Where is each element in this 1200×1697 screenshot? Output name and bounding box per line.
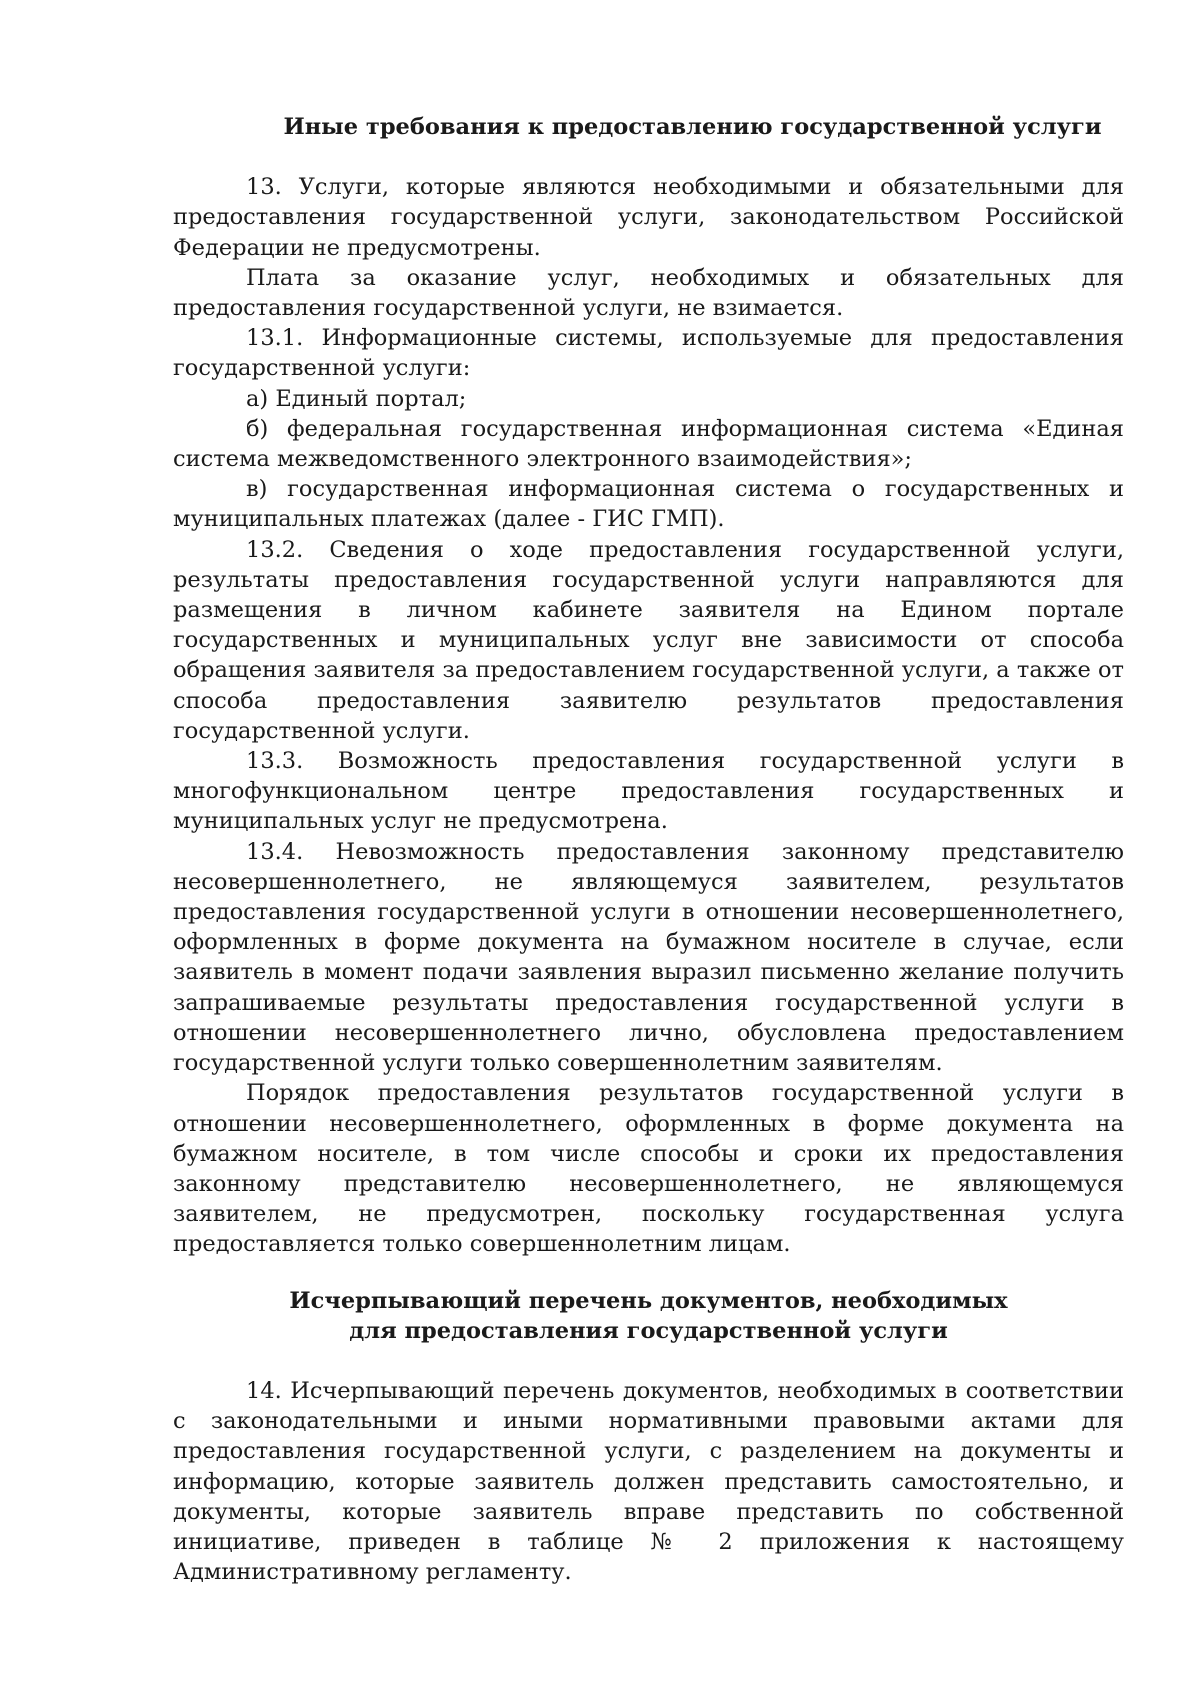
section-other-requirements	[173, 172, 1124, 1259]
paragraph-13-4: 13.4. Невозможность предоставления законному представителю несовершеннолетнего, не являющемуся заявителем, результатов предоставления государственной услуги в отношении несовершеннолетнего, оформленных в форме документа на бумажном носителе в случае, если заявитель в момент подачи заявления выразил письменно желание получить запрашиваемые результаты предоставления государственной услуги в отношении несовершеннолетнего лично, обусловлена предоставлением государственной услуги только совершеннолетним заявителям.	[173, 838, 1124, 1077]
list-item-a: а) Единый портал;	[246, 385, 467, 412]
paragraph-13-1: 13.1. Информационные системы, используемые для предоставления государственной услуги:	[173, 325, 1124, 382]
paragraph-order: Порядок предоставления результатов государственной услуги в отношении несовершеннолетнего, оформленных в форме документа на бумажном носителе, в том числе способы и сроки их предоставления законному представителю несовершеннолетнего, не являющемуся заявителем, не предусмотрен, поскольку государственная услуга предоставляется только совершеннолетним лицам.	[173, 1080, 1124, 1258]
paragraph-14: 14. Исчерпывающий перечень документов, необходимых в соответствии с законодательными и иными нормативными правовыми актами для предоставления государственной услуги, с разделением на документы и информацию, которые заявитель должен представить самостоятельно, и документы, которые заявитель вправе представить по собственной инициативе, приведен в таблице № 2 приложения к настоящему Административному регламенту.	[173, 1377, 1124, 1586]
paragraph-13-3: 13.3. Возможность предоставления государственной услуги в многофункциональном центре предоставления государственных и муниципальных услуг не предусмотрена.	[173, 748, 1124, 835]
document-page	[173, 112, 1124, 1587]
section-heading-documents-list	[173, 1286, 1124, 1346]
heading-line-2: для предоставления государственной услуги	[349, 1317, 948, 1344]
section-heading-other-requirements: Иные требования к предоставлению государственной услуги	[283, 114, 1102, 140]
section-documents-list	[173, 1376, 1124, 1587]
paragraph-fee: Плата за оказание услуг, необходимых и обязательных для предоставления государственной услуги, не взимается.	[173, 264, 1124, 322]
heading-line-1: Исчерпывающий перечень документов, необходимых	[289, 1287, 1008, 1314]
list-item-v: в) государственная информационная система о государственных и муниципальных платежах (далее - ГИС ГМП).	[173, 476, 1124, 533]
list-item-b: б) федеральная государственная информационная система «Единая система межведомственного электронного взаимодействия»;	[173, 415, 1124, 473]
paragraph-13: 13. Услуги, которые являются необходимыми и обязательными для предоставления государственной услуги, законодательством Российской Федерации не предусмотрены.	[173, 174, 1124, 261]
paragraph-13-2: 13.2. Сведения о ходе предоставления государственной услуги, результаты предоставления государственной услуги направляются для размещения в личном кабинете заявителя на Едином портале государственных и муниципальных услуг вне зависимости от способа обращения заявителя за предоставлением государственной услуги, а также от способа предоставления заявителю результатов предоставления государственной услуги.	[173, 536, 1124, 744]
